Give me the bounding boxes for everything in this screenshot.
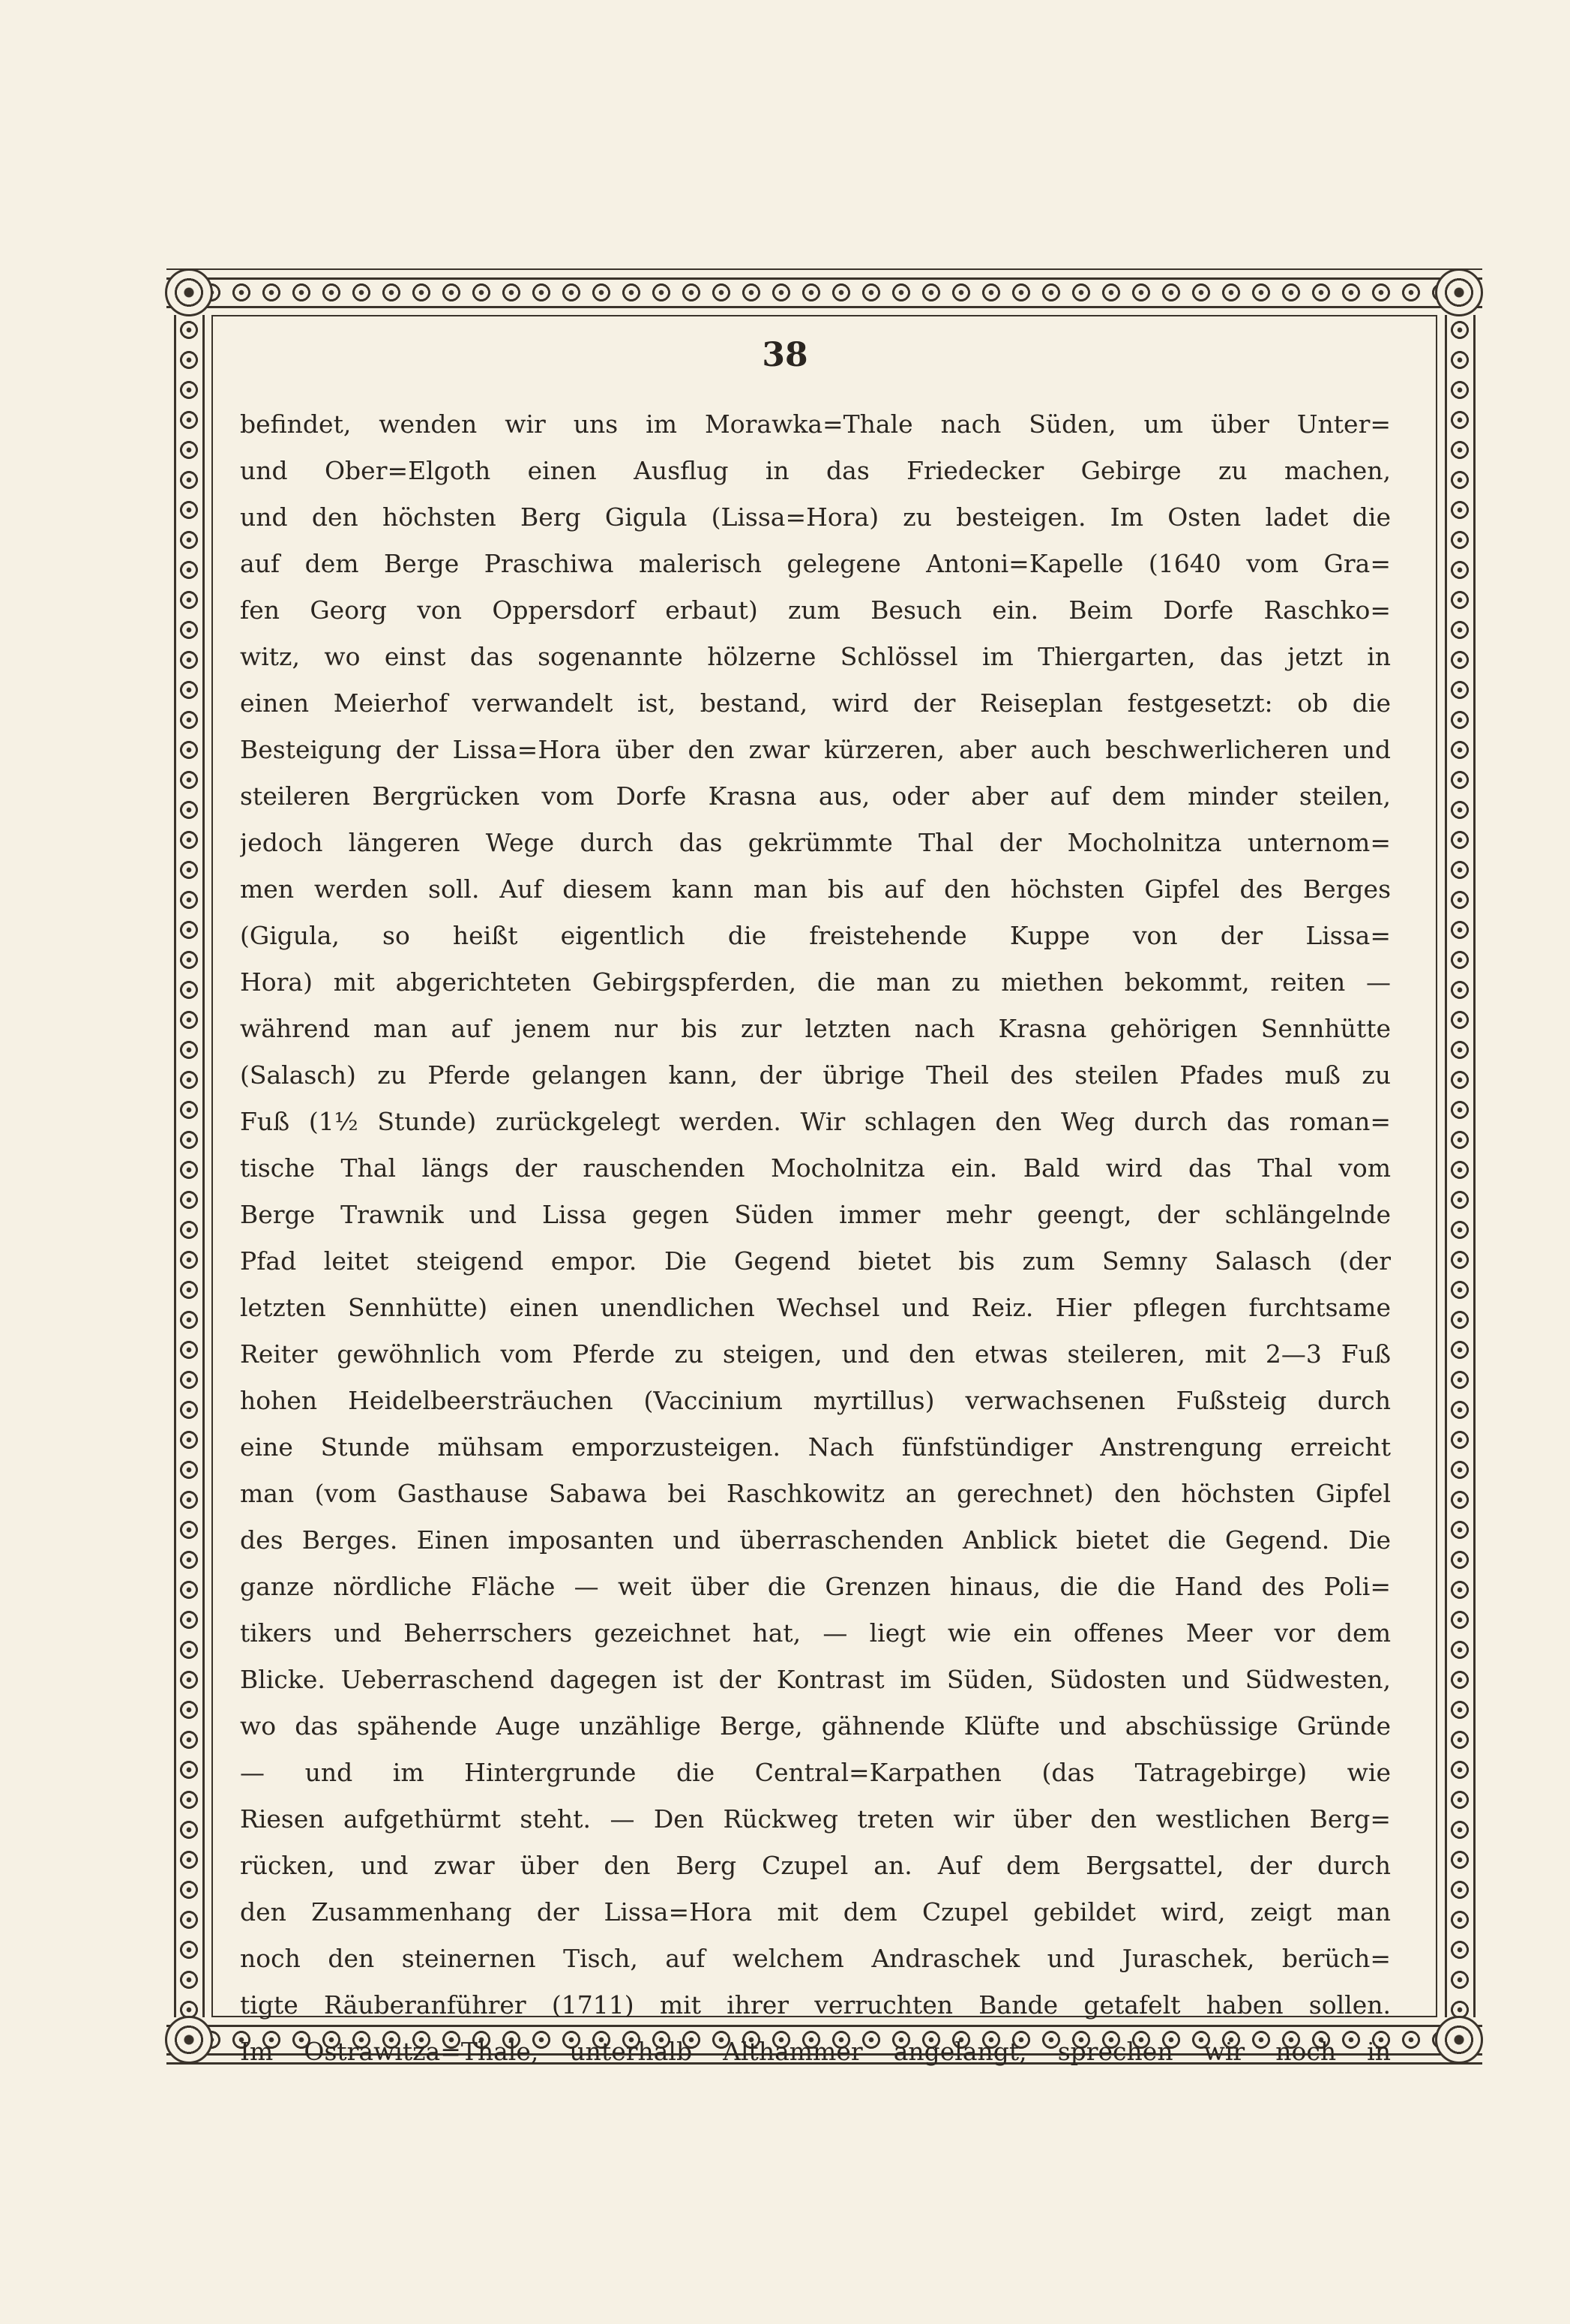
text-line: tigte Räuberanführer (1711) mit ihrer verruchten Bande getafelt haben sollen. — [240, 1990, 1391, 2020]
ornament-border-top — [166, 270, 1482, 315]
text-line: Blicke. Ueberraschend dagegen ist der Kontrast im Süden, Südosten und Südwesten, — [240, 1665, 1391, 1694]
text-line: noch den steinernen Tisch, auf welchem Andraschek und Juraschek, berüch= — [240, 1944, 1391, 1973]
text-line: tische Thal längs der rauschenden Mocholnitza ein. Bald wird das Thal vom — [240, 1153, 1391, 1183]
text-line: während man auf jenem nur bis zur letzten nach Krasna gehörigen Sennhütte — [240, 1014, 1391, 1043]
text-line: Berge Trawnik und Lissa gegen Süden immer mehr geengt, der schlängelnde — [240, 1200, 1391, 1229]
text-line: Riesen aufgethürmt steht. — Den Rückweg treten wir über den westlichen Berg= — [240, 1804, 1391, 1834]
text-line: hohen Heidelbeersträuchen (Vaccinium myrtillus) verwachsenen Fußsteig durch — [240, 1386, 1391, 1415]
text-line: wo das spähende Auge unzählige Berge, gähnende Klüfte und abschüssige Gründe — [240, 1711, 1391, 1741]
body-text — [240, 401, 1391, 2075]
text-line: steileren Bergrücken vom Dorfe Krasna aus, oder aber auf dem minder steilen, — [240, 781, 1391, 811]
ornament-corner-bottom-left — [165, 2016, 213, 2064]
ornament-corner-bottom-right — [1435, 2016, 1483, 2064]
text-line: befindet, wenden wir uns im Morawka=Thale nach Süden, um über Unter= — [240, 409, 1391, 439]
text-line: Pfad leitet steigend empor. Die Gegend bietet bis zum Semny Salasch (der — [240, 1246, 1391, 1276]
text-line: Im Ostrawitza=Thale, unterhalb Althammer angelangt, sprechen wir noch in — [240, 2037, 1391, 2066]
text-line: einen Meierhof verwandelt ist, bestand, wird der Reiseplan festgesetzt: ob die — [240, 688, 1391, 718]
text-line: (Salasch) zu Pferde gelangen kann, der übrige Theil des steilen Pfades muß zu — [240, 1060, 1391, 1090]
text-line: Fuß (1½ Stunde) zurückgelegt werden. Wir schlagen den Weg durch das roman= — [240, 1107, 1391, 1136]
ornament-border-right — [1437, 315, 1482, 2017]
text-line: man (vom Gasthause Sabawa bei Raschkowitz an gerechnet) den höchsten Gipfel — [240, 1479, 1391, 1508]
text-line: men werden soll. Auf diesem kann man bis auf den höchsten Gipfel des Berges — [240, 874, 1391, 904]
text-line: letzten Sennhütte) einen unendlichen Wechsel und Reiz. Hier pflegen furchtsame — [240, 1293, 1391, 1322]
ornament-corner-top-left — [165, 268, 213, 316]
text-line: den Zusammenhang der Lissa=Hora mit dem Czupel gebildet wird, zeigt man — [240, 1897, 1391, 1927]
text-line: auf dem Berge Praschiwa malerisch gelegene Antoni=Kapelle (1640 vom Gra= — [240, 549, 1391, 578]
text-line: jedoch längeren Wege durch das gekrümmte Thal der Mocholnitza unternom= — [240, 828, 1391, 857]
text-line: und Ober=Elgoth einen Ausflug in das Friedecker Gebirge zu machen, — [240, 456, 1391, 485]
ornament-corner-top-right — [1435, 268, 1483, 316]
text-line: (Gigula, so heißt eigentlich die freistehende Kuppe von der Lissa= — [240, 921, 1391, 950]
text-line: des Berges. Einen imposanten und überraschenden Anblick bietet die Gegend. Die — [240, 1525, 1391, 1555]
text-line: Reiter gewöhnlich vom Pferde zu steigen, und den etwas steileren, mit 2—3 Fuß — [240, 1339, 1391, 1369]
text-line: tikers und Beherrschers gezeichnet hat, — liegt wie ein offenes Meer vor dem — [240, 1618, 1391, 1648]
page-number: 38 — [762, 336, 808, 374]
text-line: Hora) mit abgerichteten Gebirgspferden, die man zu miethen bekommt, reiten — — [240, 967, 1391, 997]
text-line: ganze nördliche Fläche — weit über die Grenzen hinaus, die die Hand des Poli= — [240, 1572, 1391, 1601]
ornament-border-left — [166, 315, 211, 2017]
text-line: fen Georg von Oppersdorf erbaut) zum Besuch ein. Beim Dorfe Raschko= — [240, 595, 1391, 625]
text-line: witz, wo einst das sogenannte hölzerne Schlössel im Thiergarten, das jetzt in — [240, 642, 1391, 671]
text-line: Besteigung der Lissa=Hora über den zwar kürzeren, aber auch beschwerlicheren und — [240, 735, 1391, 764]
text-line: eine Stunde mühsam emporzusteigen. Nach fünfstündiger Anstrengung erreicht — [240, 1432, 1391, 1462]
text-line: und den höchsten Berg Gigula (Lissa=Hora) zu besteigen. Im Osten ladet die — [240, 502, 1391, 532]
text-line: — und im Hintergrunde die Central=Karpathen (das Tatragebirge) wie — [240, 1758, 1391, 1787]
text-line: rücken, und zwar über den Berg Czupel an. Auf dem Bergsattel, der durch — [240, 1851, 1391, 1880]
